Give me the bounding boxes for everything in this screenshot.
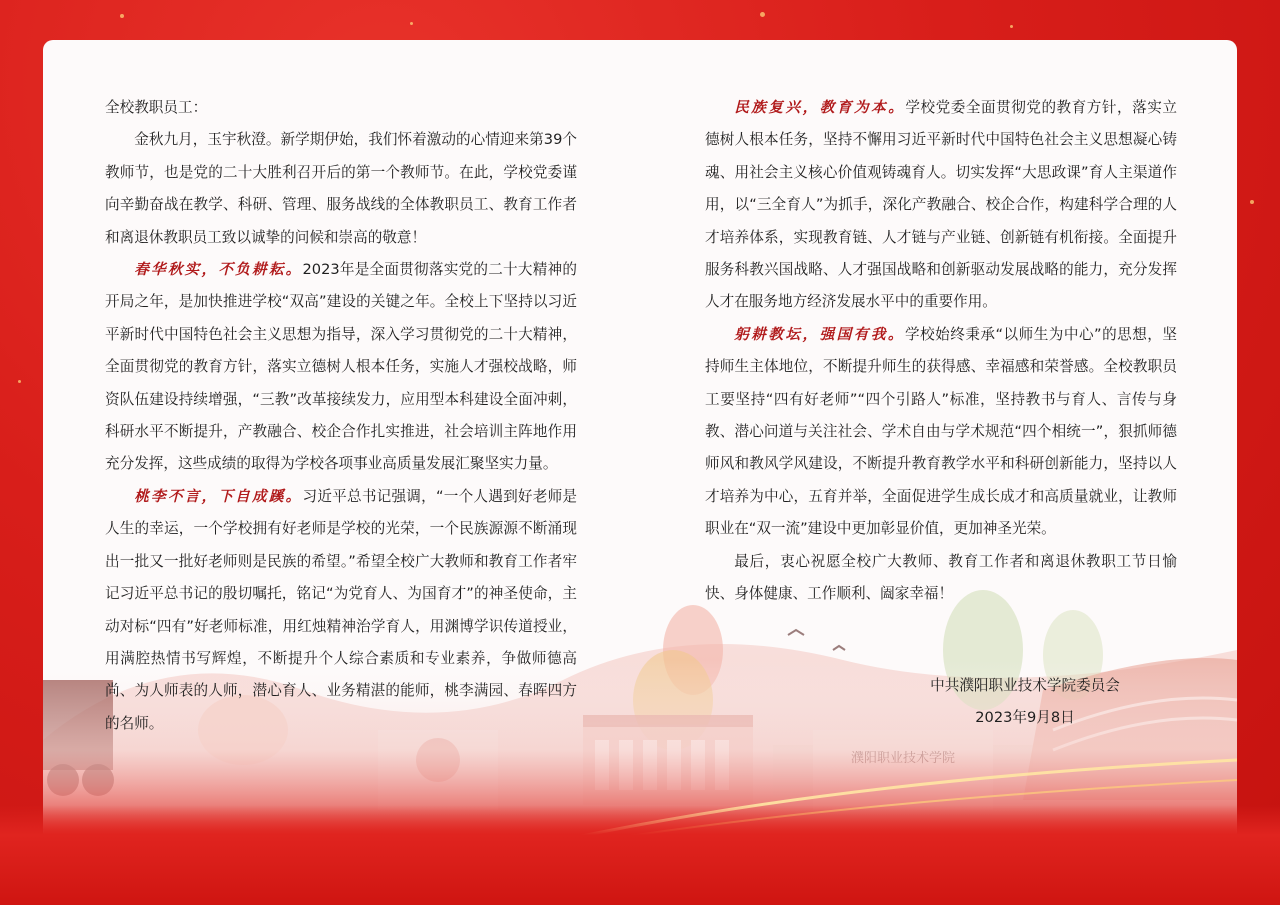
sparkle-dot — [1010, 25, 1013, 28]
paragraph — [105, 254, 577, 481]
paragraph — [705, 92, 1177, 319]
sparkle-dot — [18, 380, 21, 383]
paragraph-text: 2023年是全面贯彻落实党的二十大精神的开局之年，是加快推进学校“双高”建设的关键之年。全校上下坚持以习近平新时代中国特色社会主义思想为指导，深入学习贯彻党的二十大精神，全面贯彻党的教育方针，落实立德树人根本任务，实施人才强校战略，师资队伍建设持续增强，“三教”改革接续发力，应用型本科建设全面冲刺，科研水平不断提升，产教融合、校企合作扎实推进，社会培训主阵地作用充分发挥，这些成绩的取得为学校各项事业高质量发展汇聚坚实力量。 — [105, 261, 577, 473]
salutation: 全校教职员工： — [105, 99, 208, 116]
paragraph — [705, 546, 1177, 611]
paragraph-text: 金秋九月，玉宇秋澄。新学期伊始，我们怀着激动的心情迎来第39个教师节，也是党的二十大胜利召开后的第一个教师节。在此，学校党委谨向辛勤奋战在教学、科研、管理、服务战线的全体教职员工、教育工作者和离退休教职员工致以诚挚的问候和崇高的敬意！ — [105, 131, 577, 246]
sparkle-dot — [410, 22, 413, 25]
section-heading: 躬耕教坛，强国有我。 — [734, 325, 905, 343]
paragraph-text: 最后，衷心祝愿全校广大教师、教育工作者和离退休教职工节日愉快、身体健康、工作顺利、阖家幸福！ — [705, 552, 1177, 603]
sparkle-dot — [1250, 200, 1254, 204]
letter-card — [43, 40, 1237, 840]
bottom-decoration — [0, 805, 1280, 905]
sparkle-dot — [120, 14, 124, 18]
paragraph — [105, 124, 577, 254]
sparkle-dot — [760, 12, 765, 17]
paragraph-text: 习近平总书记强调，“一个人遇到好老师是人生的幸运，一个学校拥有好老师是学校的光荣，一个民族源源不断涌现出一批又一批好老师则是民族的希望。”希望全校广大教师和教育工作者牢记习近平总书记的殷切嘱托，铭记“为党育人、为国育才”的神圣使命，主动对标“四有”好老师标准，用红烛精神治学育人，用渊博学识传道授业，用满腔热情书写辉煌，不断提升个人综合素质和专业素养，争做师德高尚、为人师表的人师，潜心育人、业务精湛的能师，桃李满园、春晖四方的名师。 — [105, 487, 577, 732]
paragraph-text: 学校党委全面贯彻党的教育方针，落实立德树人根本任务，坚持不懈用习近平新时代中国特色社会主义思想凝心铸魂、用社会主义核心价值观铸魂育人。切实发挥“大思政课”育人主渠道作用，以“三全育人”为抓手，深化产教融合、校企合作，构建科学合理的人才培养体系，实现教育链、人才链与产业链、创新链有机衔接。全面提升服务科教兴国战略、人才强国战略和创新驱动发展战略的能力，充分发挥人才在服务地方经济发展水平中的重要作用。 — [705, 99, 1177, 311]
section-heading: 桃李不言，下自成蹊。 — [134, 487, 303, 505]
paragraph — [105, 481, 577, 740]
paragraph — [705, 319, 1177, 546]
signature-date: 2023年9月8日 — [975, 709, 1075, 726]
section-heading: 春华秋实，不负耕耘。 — [134, 261, 303, 279]
letter-left-column — [105, 92, 577, 740]
section-heading: 民族复兴，教育为本。 — [734, 99, 906, 116]
signature-org: 中共濮阳职业技术学院委员会 — [930, 677, 1120, 694]
paragraph-text: 学校始终秉承“以师生为中心”的思想，坚持师生主体地位，不断提升师生的获得感、幸福感和荣誉感。全校教职员工要坚持“四有好老师”“四个引路人”标准，坚持教书与育人、言传与身教、潜心问道与关注社会、学术自由与学术规范“四个相统一”，狠抓师德师风和教风学风建设，不断提升教育教学水平和科研创新能力，坚持以人才培养为中心，五育并举，全面促进学生成长成才和高质量就业，让教师职业在“双一流”建设中更加彰显价值，更加神圣光荣。 — [705, 325, 1177, 538]
letter-right-column — [705, 92, 1177, 611]
